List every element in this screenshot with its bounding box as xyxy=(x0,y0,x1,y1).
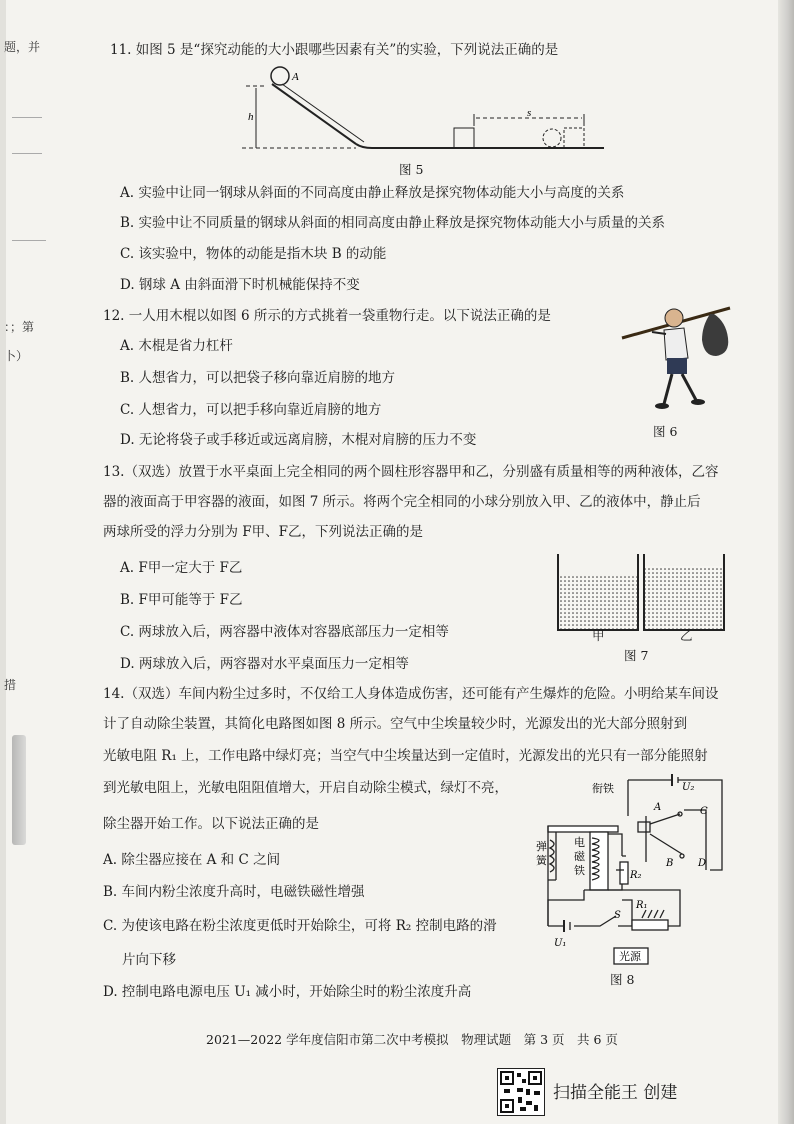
q13-stem-line3: 两球所受的浮力分别为 F甲、F乙，下列说法正确的是 xyxy=(103,524,424,540)
fig6-shirt xyxy=(664,328,688,360)
q14-option-d: D. 控制电路电源电压 U₁ 减小时，开始除尘时的粉尘浓度升高 xyxy=(103,984,472,1000)
margin-text: 题，并 xyxy=(4,40,41,54)
fig5-block-dashed xyxy=(564,128,584,148)
q13-option-b: B. F甲可能等于 F乙 xyxy=(120,592,243,608)
q14-option-c: C. 为使该电路在粉尘浓度更低时开始除尘，可将 R₂ 控制电路的滑 xyxy=(103,918,497,934)
fig5-label-s: s xyxy=(527,107,532,119)
fig8-electromagnet-label: 铁 xyxy=(574,864,585,877)
fig6-shoe xyxy=(691,399,705,405)
q13-stem-line1: 13.（双选）放置于水平桌面上完全相同的两个圆柱形容器甲和乙，分别盛有质量相等的两种液体，乙容 xyxy=(103,464,719,480)
fig5-ball-a xyxy=(271,67,289,85)
scan-edge-left xyxy=(0,0,6,1124)
margin-text: 措 xyxy=(4,678,17,692)
q14-option-a: A. 除尘器应接在 A 和 C 之间 xyxy=(103,852,281,868)
q12-option-b: B. 人想省力，可以把袋子移向靠近肩膀的地方 xyxy=(120,370,396,386)
q13-stem-line2: 器的液面高于甲容器的液面，如图 7 所示。将两个完全相同的小球分别放入甲、乙的液体中，静止后 xyxy=(103,494,701,510)
q14-stem-line3: 光敏电阻 R₁ 上，工作电路中绿灯亮；当空气中尘埃量达到一定值时，光源发出的光只有一部分能照射 xyxy=(103,748,708,764)
fig8-light-source-label: 光源 xyxy=(619,950,641,963)
q13-option-d: D. 两球放入后，两容器对水平桌面压力一定相等 xyxy=(120,656,409,672)
fig7-caption: 图 7 xyxy=(624,648,649,663)
fig8-label-u2: U₂ xyxy=(682,782,695,793)
fig8-label-u1: U₁ xyxy=(554,938,567,949)
qr-code xyxy=(497,1068,545,1116)
margin-line xyxy=(12,117,42,118)
fig5-label-a: A xyxy=(292,71,299,83)
fig5-block xyxy=(454,128,474,148)
q14-stem-line4: 到光敏电阻上，光敏电阻阻值增大，开启自动除尘模式，绿灯不亮， xyxy=(103,780,508,796)
scan-smudge xyxy=(12,735,26,845)
q11-option-b: B. 实验中让不同质量的钢球从斜面的相同高度由静止释放是探究物体动能大小与质量的关系 xyxy=(120,215,666,231)
fig8-spring-label: 簧 xyxy=(536,854,547,867)
q13-option-c: C. 两球放入后，两容器中液体对容器底部压力一定相等 xyxy=(120,624,449,640)
fig6-shorts xyxy=(667,358,687,374)
fig8-caption: 图 8 xyxy=(610,972,635,987)
fig5-caption: 图 5 xyxy=(399,162,424,177)
q14-option-c-continued: 片向下移 xyxy=(122,952,176,968)
fig8-label-r2: R₂ xyxy=(630,870,642,881)
q14-option-b: B. 车间内粉尘浓度升高时，电磁铁磁性增强 xyxy=(103,884,365,900)
margin-line xyxy=(12,240,46,241)
q11-option-d: D. 钢球 A 由斜面滑下时机械能保持不变 xyxy=(120,277,360,293)
fig6-shoe xyxy=(655,403,669,409)
fig7-label-yi: 乙 xyxy=(680,628,693,643)
figure-6 xyxy=(618,296,748,416)
margin-line xyxy=(12,153,42,154)
fig6-caption: 图 6 xyxy=(653,424,678,439)
fig5-ramp xyxy=(272,84,356,144)
q14-stem-line5: 除尘器开始工作。以下说法正确的是 xyxy=(103,816,319,832)
scan-edge-right xyxy=(778,0,794,1124)
fig5-label-h: h xyxy=(248,111,254,123)
margin-text: 卜） xyxy=(4,349,29,363)
fig6-leg-right xyxy=(682,374,696,400)
fig7-liquid-yi xyxy=(645,566,723,629)
fig5-ramp-edge xyxy=(282,84,364,142)
fig8-label-b: B xyxy=(666,858,674,869)
margin-text: ：；第 xyxy=(4,320,35,334)
figure-8-circuit xyxy=(534,770,734,970)
q14-stem-line2: 计了自动除尘装置，其简化电路图如图 8 所示。空气中尘埃量较少时，光源发出的光大部分照射到 xyxy=(103,716,688,732)
q12-stem: 12. 一人用木棍以如图 6 所示的方式挑着一袋重物行走。以下说法正确的是 xyxy=(103,308,551,324)
fig8-armature-label: 衔铁 xyxy=(592,782,614,795)
fig8-label-c: C xyxy=(700,806,708,817)
q12-option-a: A. 木棍是省力杠杆 xyxy=(120,338,233,354)
fig8-electromagnet-label: 磁 xyxy=(574,850,585,863)
fig8-electromagnet-label: 电 xyxy=(574,836,585,849)
fig8-label-r1: R₁ xyxy=(636,900,648,911)
figure-7 xyxy=(552,548,734,640)
fig8-label-d: D xyxy=(698,858,707,869)
fig8-label-s: S xyxy=(614,910,621,921)
fig8-spring-label: 弹 xyxy=(536,840,547,853)
fig5-ball-dashed xyxy=(543,129,561,147)
page-footer: 2021—2022 学年度信阳市第二次中考模拟 物理试题 第 3 页 共 6 页 xyxy=(206,1032,618,1047)
scanner-brand: 扫描全能王 创建 xyxy=(553,1083,678,1103)
fig6-head xyxy=(665,309,683,327)
fig6-leg-left xyxy=(664,374,672,404)
q11-option-a: A. 实验中让同一钢球从斜面的不同高度由静止释放是探究物体动能大小与高度的关系 xyxy=(120,185,625,201)
fig6-bag xyxy=(702,314,728,356)
q11-stem: 11. 如图 5 是“探究动能的大小跟哪些因素有关”的实验，下列说法正确的是 xyxy=(110,42,559,58)
q13-option-a: A. F甲一定大于 F乙 xyxy=(120,560,243,576)
q11-option-c: C. 该实验中，物体的动能是指木块 B 的动能 xyxy=(120,246,387,262)
figure-5 xyxy=(236,62,606,162)
q12-option-d: D. 无论将袋子或手移近或远离肩膀，木棍对肩膀的压力不变 xyxy=(120,432,477,448)
fig8-work-circuit-top xyxy=(628,780,722,870)
q12-option-c: C. 人想省力，可以把手移向靠近肩膀的地方 xyxy=(120,402,382,418)
fig8-label-a: A xyxy=(654,802,662,813)
q14-stem-line1: 14.（双选）车间内粉尘过多时，不仅给工人身体造成伤害，还可能有产生爆炸的危险。小明给某车间设 xyxy=(103,686,719,702)
fig5-ground xyxy=(356,144,604,148)
fig7-liquid-jia xyxy=(559,576,637,629)
fig7-label-jia: 甲 xyxy=(592,628,605,643)
